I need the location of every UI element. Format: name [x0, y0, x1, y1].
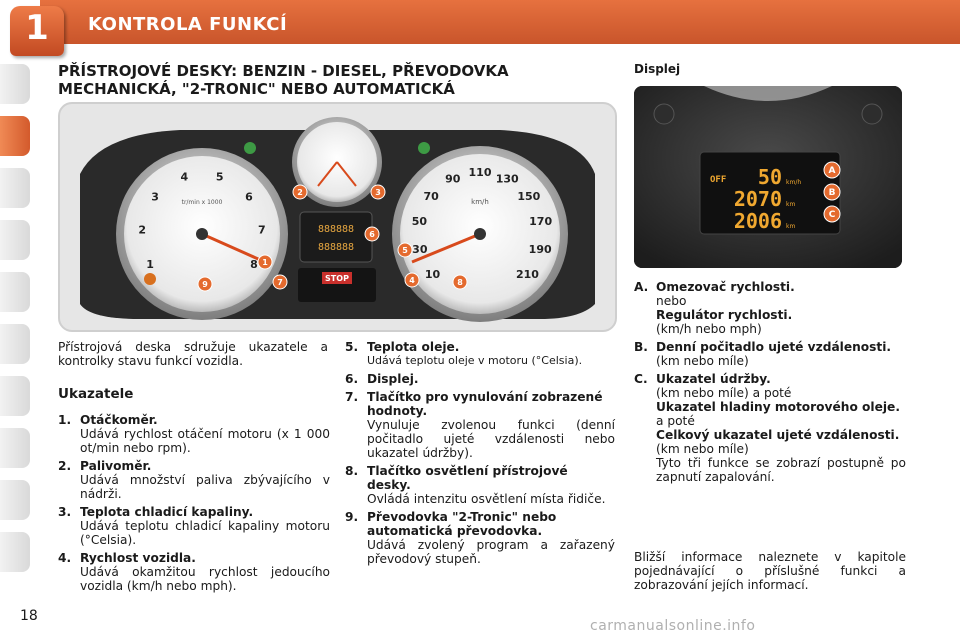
speedometer-tick-label: 50: [411, 215, 428, 229]
trip-odometer-unit: km: [786, 201, 796, 208]
item-title-secondary: Regulátor rychlosti.: [656, 308, 793, 322]
item-title: Teplota oleje.: [367, 340, 460, 354]
side-tab: [0, 324, 30, 364]
intro-text: Přístrojová deska sdružuje ukazatele a kontrolky stavu funkcí vozidla.: [58, 340, 328, 368]
speedometer-hub: [474, 228, 486, 240]
item-title: Omezovač rychlosti.: [656, 280, 795, 294]
side-tab-active: [0, 116, 30, 156]
item-description: Udává teplotu chladicí kapaliny motoru (°Celsia).: [80, 519, 330, 547]
display-illustration: [634, 86, 902, 268]
side-tab: [0, 168, 30, 208]
list-item-b: [634, 340, 906, 368]
chapter-title: KONTROLA FUNKCÍ: [88, 14, 288, 35]
list-item-a: [634, 280, 906, 336]
side-tab: [0, 64, 30, 104]
item-number: 6.: [345, 372, 359, 386]
item-note: Tyto tři funkce se zobrazí postupně po zapnutí zapalování.: [656, 456, 906, 484]
item-letter: A.: [634, 280, 649, 294]
total-odometer-value: 2006: [733, 209, 782, 233]
speedometer-tick-label: 70: [423, 189, 439, 203]
list-item: [58, 459, 330, 501]
tachometer-tick-label: 6: [245, 190, 253, 204]
warning-lamp: [654, 104, 674, 124]
more-info-text: Bližší informace naleznete v kapitole pojednávající o příslušné funkci a zobrazování jejích informací.: [634, 550, 906, 592]
display-callouts: [824, 162, 840, 222]
chapter-number: 1: [25, 8, 49, 48]
list-item: [345, 340, 615, 368]
speedometer-tick-label: 190: [528, 242, 552, 256]
display-callout-label: C: [828, 210, 836, 220]
item-title: Teplota chladicí kapaliny.: [80, 505, 254, 519]
speedometer-tick-label: 150: [517, 189, 541, 203]
speed-unit: km/h: [786, 179, 802, 186]
speedometer-tick-label: 90: [445, 172, 461, 186]
item-title: Převodovka "2-Tronic" nebo automatická převodovka.: [367, 510, 557, 538]
item-number: 8.: [345, 464, 359, 478]
total-odometer-unit: km: [786, 223, 796, 230]
tachometer-tick-label: 3: [151, 190, 159, 204]
list-item-c: [634, 372, 906, 484]
tachometer-tick-label: 1: [146, 258, 154, 271]
side-tab: [0, 220, 30, 260]
item-number: 9.: [345, 510, 359, 524]
tachometer-unit: tr/min x 1000: [181, 199, 223, 206]
list-item: [58, 413, 330, 455]
item-description: Ovládá intenzitu osvětlení místa řidiče.: [367, 492, 606, 506]
list-item: [345, 464, 615, 506]
item-description: Udává zvolený program a zařazený převodový stupeň.: [367, 538, 615, 566]
display-functions-list: [634, 280, 906, 488]
speed-value: 50: [757, 165, 782, 189]
item-number: 2.: [58, 459, 72, 473]
tachometer-tick-label: 7: [258, 223, 266, 237]
item-title: Denní počitadlo ujeté vzdálenosti.: [656, 340, 892, 354]
display-callout-label: B: [828, 188, 836, 198]
item-units: (km nebo míle): [656, 442, 749, 456]
speedometer-tick-label: 130: [495, 172, 519, 186]
item-description: Udává okamžitou rychlost jedoucího vozidla (km/h nebo mph).: [80, 565, 330, 593]
page-number: 18: [20, 608, 38, 624]
item-units: (km nebo míle): [656, 354, 749, 368]
tachometer-tick-label: 4: [180, 170, 189, 184]
side-tab: [0, 480, 30, 520]
side-tab: [0, 272, 30, 312]
indicators-list-left: [58, 413, 330, 597]
item-number: 4.: [58, 551, 72, 565]
callout-label: 3: [375, 188, 381, 197]
speedometer-tick-label: 10: [424, 267, 441, 281]
item-or: nebo: [656, 294, 687, 308]
speedometer-tick-label: 210: [516, 267, 539, 281]
item-title: Ukazatel údržby.: [656, 372, 771, 386]
display-drawing: [634, 86, 902, 268]
list-item: [345, 372, 615, 386]
item-description: Vynuluje zvolenou funkci (denní počitadlo ujeté vzdálenosti nebo ukazatel údržby).: [367, 418, 615, 460]
item-units: (km nebo míle) a poté: [656, 386, 792, 400]
callout-label: 6: [369, 230, 375, 239]
turn-left-lamp: [244, 142, 256, 154]
item-number: 3.: [58, 505, 72, 519]
side-tab: [0, 376, 30, 416]
item-then: a poté: [656, 414, 695, 428]
side-tab: [0, 532, 30, 572]
side-chapter-tabs: [0, 64, 34, 584]
item-number: 7.: [345, 390, 359, 404]
item-title: Tlačítko osvětlení přístrojové desky.: [367, 464, 568, 492]
chapter-number-tab: [10, 6, 64, 56]
indicators-heading: Ukazatele: [58, 386, 134, 402]
item-title-secondary: Ukazatel hladiny motorového oleje.: [656, 400, 900, 414]
engine-lamp: [144, 273, 156, 285]
item-description: Udává množství paliva zbývajícího v nádrži.: [80, 473, 330, 501]
list-item: [345, 390, 615, 460]
item-description: Udává teplotu oleje v motoru (°Celsia).: [367, 354, 583, 367]
section-title: [58, 62, 578, 98]
item-title: Otáčkoměr.: [80, 413, 158, 427]
callout-label: 1: [262, 258, 268, 267]
item-title: Displej.: [367, 372, 419, 386]
section-title-line: PŘÍSTROJOVÉ DESKY: BENZIN - DIESEL, PŘEVODOVKA: [58, 62, 509, 80]
speedometer-tick-label: 170: [529, 215, 553, 229]
display-callout-label: A: [828, 166, 836, 176]
callout-label: 9: [202, 280, 208, 289]
item-letter: C.: [634, 372, 648, 386]
item-title: Tlačítko pro vynulování zobrazené hodnoty.: [367, 390, 603, 418]
callout-label: 2: [297, 188, 303, 197]
section-title-line: MECHANICKÁ, "2-TRONIC" NEBO AUTOMATICKÁ: [58, 80, 455, 98]
stop-label: STOP: [325, 274, 349, 283]
speed-limiter-off: OFF: [710, 175, 727, 185]
item-letter: B.: [634, 340, 648, 354]
chapter-header: [0, 0, 960, 52]
display-label: Displej: [634, 62, 681, 76]
turn-right-lamp: [418, 142, 430, 154]
callout-label: 7: [277, 278, 283, 287]
item-title-tertiary: Celkový ukazatel ujeté vzdálenosti.: [656, 428, 900, 442]
callout-label: 8: [457, 278, 463, 287]
center-display: [300, 212, 372, 262]
instrument-panel-drawing: [60, 104, 615, 330]
center-display-text: 888888: [317, 224, 355, 235]
instrument-panel-illustration: [58, 102, 617, 332]
trip-odometer-value: 2070: [733, 187, 782, 211]
center-display-text: 888888: [317, 242, 355, 253]
indicators-list-middle: [345, 340, 615, 570]
list-item: [58, 505, 330, 547]
callout-label: 4: [409, 276, 415, 285]
watermark: carmanualsonline.info: [590, 618, 756, 634]
tachometer-tick-label: 2: [138, 223, 146, 237]
speedometer-tick-label: 30: [412, 242, 428, 256]
item-title: Rychlost vozidla.: [80, 551, 196, 565]
item-title: Palivoměr.: [80, 459, 152, 473]
tachometer-hub: [196, 228, 208, 240]
warning-lamp: [862, 104, 882, 124]
speedometer-unit: km/h: [471, 198, 489, 206]
side-tab: [0, 428, 30, 468]
tachometer-tick-label: 8: [250, 258, 258, 271]
tachometer-tick-label: 5: [215, 170, 224, 184]
list-item: [345, 510, 615, 566]
list-item: [58, 551, 330, 593]
speedometer-tick-label: 110: [468, 166, 492, 179]
callout-label: 5: [402, 246, 408, 255]
item-number: 5.: [345, 340, 359, 354]
item-units: (km/h nebo mph): [656, 322, 762, 336]
item-number: 1.: [58, 413, 72, 427]
item-description: Udává rychlost otáčení motoru (x 1 000 ot/min nebo rpm).: [80, 427, 330, 455]
